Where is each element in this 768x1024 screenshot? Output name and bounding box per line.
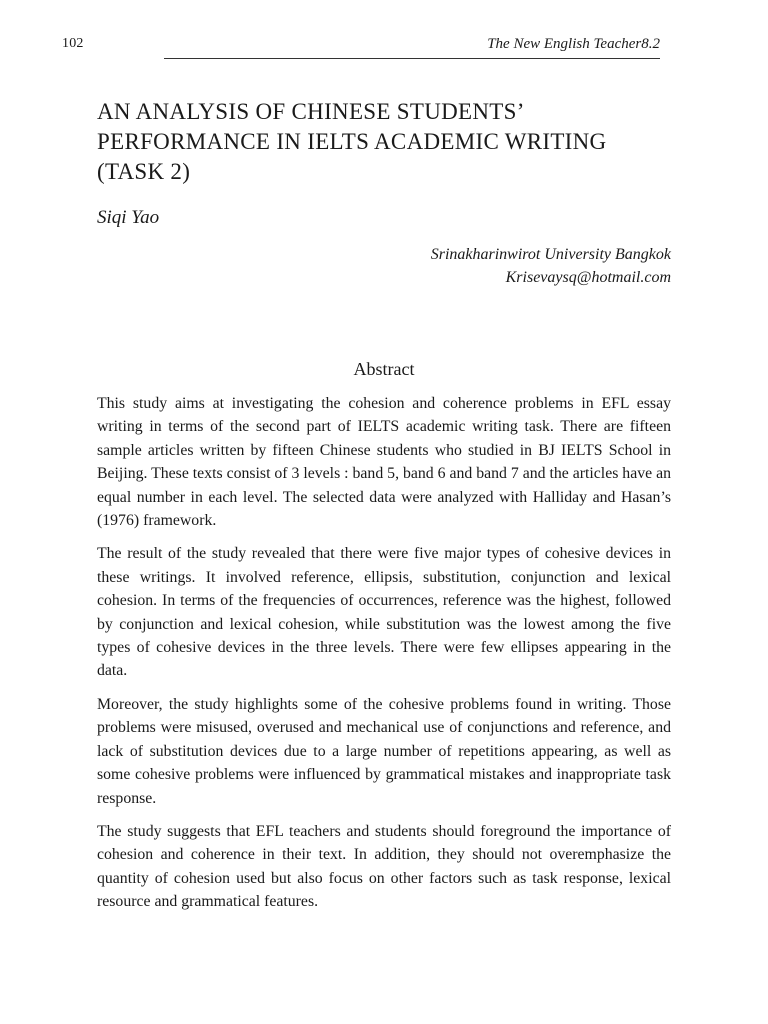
journal-name: The New English Teacher8.2 [487, 36, 660, 52]
author-email: Krisevaysq@hotmail.com [505, 269, 671, 286]
abstract-paragraph: The study suggests that EFL teachers and students should foreground the importance of cohesion and coherence in their text. In addition, they should not overemphasize the quantity of cohesion used but also focus on other factors such as task response, lexical resource and grammatical features. [97, 822, 671, 911]
author-affiliation-block [431, 243, 671, 289]
abstract-paragraph: Moreover, the study highlights some of the cohesive problems found in writing. Those problems were misused, overused and mechanical use of conjunctions and reference, and lack of substitution devices due to a large number of repetitions appearing, as well as some cohesive problems were influenced by grammatical mistakes and inappropriate task response. [97, 695, 671, 807]
author-name: Siqi Yao [97, 207, 160, 228]
header-rule [164, 58, 660, 59]
page-number: 102 [62, 36, 84, 51]
abstract-paragraph: This study aims at investigating the cohesion and coherence problems in EFL essay writing in terms of the second part of IELTS academic writing task. There are fifteen sample articles written by fifteen Chinese students who studied in BJ IELTS School in Beijing. These texts consist of 3 levels : band 5, band 6 and band 7 and the articles have an equal number in each level. The selected data were analyzed with Halliday and Hasan’s (1976) framework. [97, 395, 671, 530]
abstract-heading: Abstract [353, 359, 415, 379]
article-title: AN ANALYSIS OF CHINESE STUDENTS’ PERFORMANCE IN IELTS ACADEMIC WRITING (TASK 2) [97, 99, 607, 184]
abstract-body [97, 392, 671, 924]
affiliation: Srinakharinwirot University Bangkok [430, 246, 671, 263]
abstract-paragraph: The result of the study revealed that there were five major types of cohesive devices in these writings. It involved reference, ellipsis, substitution, conjunction and lexical cohesion. In terms of the frequencies of occurrences, reference was the highest, followed by conjunction and lexical cohesion, while substitution was the lowest among the five types of cohesive devices in the three levels. There were few ellipses appearing in the data. [97, 545, 671, 680]
running-head [62, 36, 660, 58]
